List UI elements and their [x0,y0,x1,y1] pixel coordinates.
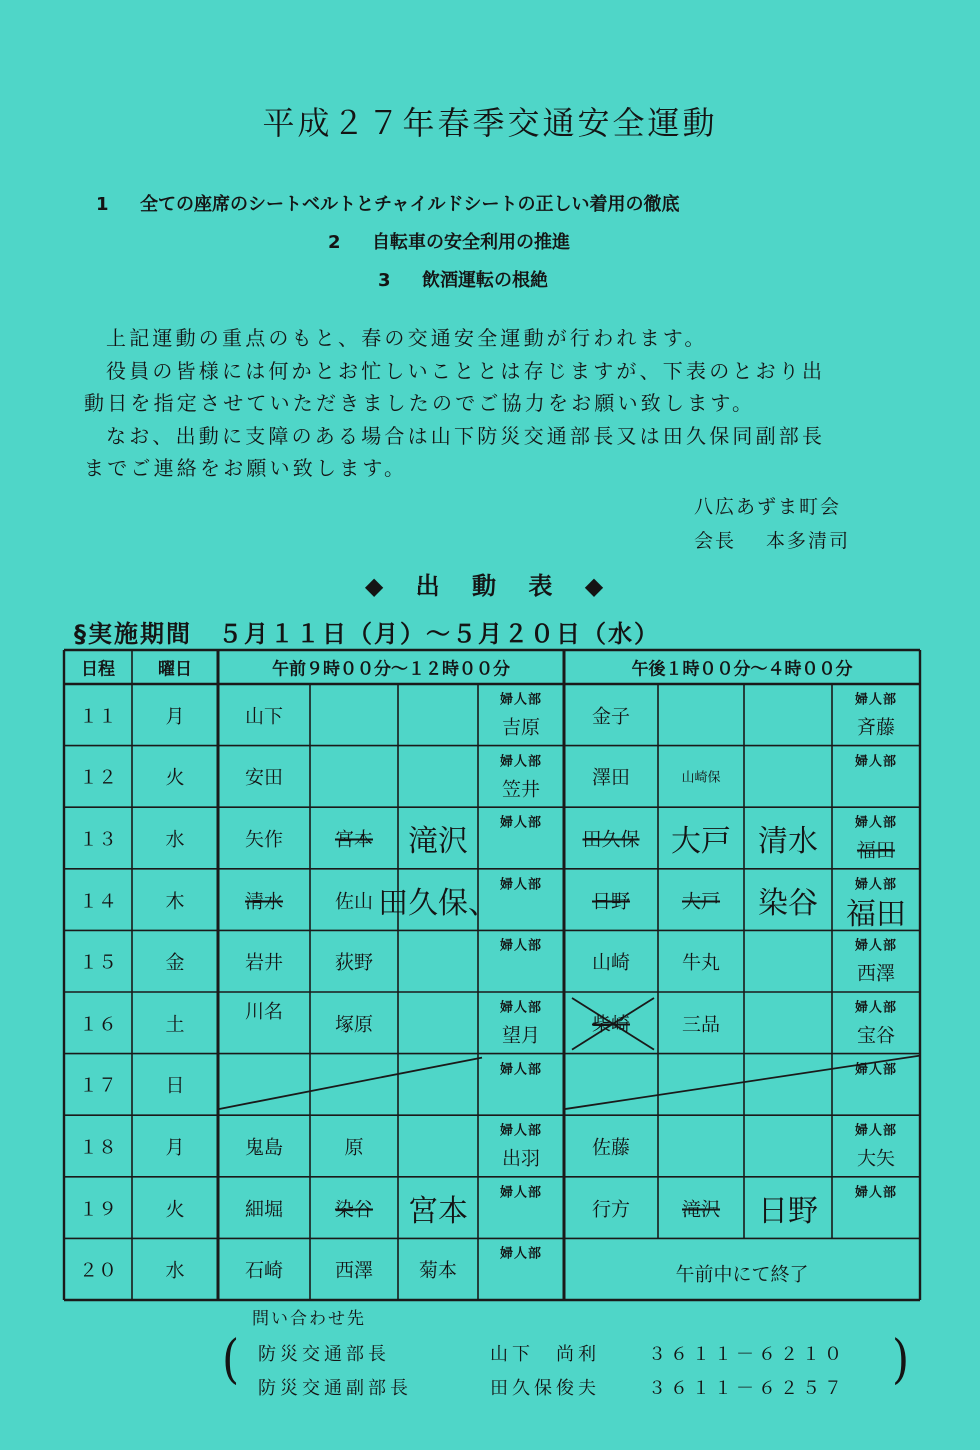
fujin-label: 婦人部 [499,938,543,954]
assignee-cell: 田久保 [582,828,640,851]
fujin-label: 婦人部 [499,1062,543,1078]
assignee-cell: 佐山 [334,890,374,913]
body-paragraph: までご連絡をお願い致します。 [84,456,408,480]
table-title: ◆ 出 動 表 ◆ [364,572,616,600]
weekday-cell: 水 [165,1259,185,1282]
body-paragraph: 動日を指定させていただきましたのでご協力をお願い致します。 [84,391,756,415]
goal-text: 自転車の安全利用の推進 [372,232,570,253]
body-paragraph: 役員の皆様には何かとお忙しいこととは存じますが、下表のとおり出 [106,358,826,383]
assignee-cell: 吉原 [501,716,541,739]
assignee-cell: 日野 [758,1193,818,1229]
assignee-cell: 山崎保 [681,770,721,786]
date-cell: １９ [78,1198,118,1221]
assignee-cell: 安田 [244,766,284,789]
date-cell: １５ [78,951,118,974]
fujin-label: 婦人部 [499,1185,543,1201]
assignee-cell: 笠井 [501,778,541,801]
assignee-cell: 宮本 [408,1193,468,1229]
weekday-cell: 土 [165,1013,185,1036]
fujin-label: 婦人部 [854,877,898,893]
fujin-label: 婦人部 [854,1000,898,1016]
fujin-label: 婦人部 [499,1123,543,1139]
fujin-label: 婦人部 [854,754,898,770]
assignee-cell: 塚原 [334,1013,374,1036]
assignee-cell: 佐藤 [591,1136,631,1159]
goal-number: 2 [328,232,341,253]
goal-number: 1 [96,194,109,215]
assignee-cell: 大戸 [671,824,731,859]
assignee-cell: 滝沢 [408,824,468,859]
assignee-cell: 行方 [591,1198,631,1221]
open-bracket-icon: ( [222,1328,240,1391]
assignee-cell: 日野 [591,890,631,913]
assignee-cell: 斉藤 [856,716,896,739]
date-cell: １７ [78,1074,118,1097]
assignee-cell: 三品 [681,1013,721,1036]
assignee-cell: 鬼島 [244,1136,284,1159]
assignee-cell: 清水 [758,824,818,859]
assignee-cell: 澤田 [591,766,631,789]
header-date: 日程 [81,659,115,680]
weekday-cell: 水 [165,828,185,851]
assignee-cell: 西澤 [334,1259,374,1282]
day-off-slash [218,1058,482,1110]
contact-label: 問い合わせ先 [252,1309,366,1329]
date-cell: １４ [78,890,118,913]
assignee-cell: 大矢 [856,1147,896,1170]
fujin-label: 婦人部 [499,815,543,831]
assignee-cell: 染谷 [758,885,818,921]
fujin-label: 婦人部 [499,692,543,708]
header-weekday: 曜日 [158,659,192,680]
assignee-cell: 西澤 [856,962,896,985]
assignee-cell: 福田 [856,839,896,862]
signature-role: 会長 [694,530,737,552]
body-paragraph: なお、出動に支障のある場合は山下防災交通部長又は田久保同副部長 [106,423,826,448]
header-am-shift: 午前９時００分～１２時００分 [272,659,510,680]
goal-number: 3 [378,270,391,291]
fujin-label: 婦人部 [499,1000,543,1016]
assignee-cell: 荻野 [334,951,374,974]
fujin-label: 婦人部 [854,938,898,954]
fujin-label: 婦人部 [854,815,898,831]
assignee-cell: 山崎 [591,951,631,974]
weekday-cell: 日 [165,1074,185,1097]
contact-phone-1: ３６１１－６２１０ [648,1344,846,1365]
signature-name: 本多清司 [766,530,851,552]
contact-name-1: 山下 尚利 [490,1344,600,1365]
assignee-cell: 山下 [244,705,284,728]
assignee-cell: 金子 [591,705,631,728]
fujin-label: 婦人部 [499,1246,543,1262]
assignee-cell: 望月 [501,1024,541,1047]
fujin-label: 婦人部 [854,1062,898,1078]
weekday-cell: 月 [165,1136,185,1159]
date-cell: １６ [78,1013,118,1036]
assignee-cell: 矢作 [244,828,284,851]
assignee-cell: 大戸 [681,890,721,913]
assignee-cell: 滝沢 [681,1198,721,1221]
assignee-cell: 岩井 [244,951,284,974]
weekday-cell: 月 [165,705,185,728]
assignee-cell: 田久保、 [378,885,498,921]
fujin-label: 婦人部 [854,1123,898,1139]
page-title: 平成２７年春季交通安全運動 [262,104,718,142]
pm-note-cell: 午前中にて終了 [675,1263,809,1286]
weekday-cell: 木 [165,890,185,913]
goal-text: 飲酒運転の根絶 [422,270,548,291]
header-pm-shift: 午後１時００分～４時００分 [631,659,853,680]
date-cell: １３ [78,828,118,851]
contact-name-2: 田久保俊夫 [490,1378,600,1399]
assignee-cell: 菊本 [418,1259,458,1282]
fujin-label: 婦人部 [854,1185,898,1201]
assignee-cell: 福田 [846,896,906,932]
contact-role-2: 防災交通副部長 [258,1378,412,1399]
fujin-label: 婦人部 [499,877,543,893]
weekday-cell: 火 [165,766,185,789]
period-text: §実施期間 ５月１１日（月）～５月２０日（水） [74,620,660,648]
weekday-cell: 火 [165,1198,185,1221]
assignee-cell: 川名 [244,1000,284,1023]
contact-phone-2: ３６１１－６２５７ [648,1378,846,1399]
fujin-label: 婦人部 [854,692,898,708]
goal-text: 全ての座席のシートベルトとチャイルドシートの正しい着用の徹底 [140,194,680,215]
assignee-cell: 石崎 [244,1259,284,1282]
assignee-cell: 宝谷 [856,1024,896,1047]
date-cell: ２０ [78,1259,118,1282]
assignee-cell: 宮本 [334,828,374,851]
weekday-cell: 金 [165,951,185,974]
assignee-cell: 出羽 [501,1147,541,1170]
assignee-cell: 染谷 [334,1198,374,1221]
contact-role-1: 防災交通部長 [258,1344,390,1365]
signature-org: 八広あずま町会 [694,496,842,518]
date-cell: １２ [78,766,118,789]
assignee-cell: 牛丸 [681,951,721,974]
fujin-label: 婦人部 [499,754,543,770]
assignee-cell: 清水 [244,890,284,913]
assignee-cell: 原 [344,1136,364,1159]
date-cell: １８ [78,1136,118,1159]
assignee-cell: 細堀 [244,1198,284,1221]
assignee-cell: 柴崎 [591,1013,631,1036]
date-cell: １１ [78,705,118,728]
close-bracket-icon: ) [892,1328,910,1391]
body-paragraph: 上記運動の重点のもと、春の交通安全運動が行われます。 [106,326,708,350]
